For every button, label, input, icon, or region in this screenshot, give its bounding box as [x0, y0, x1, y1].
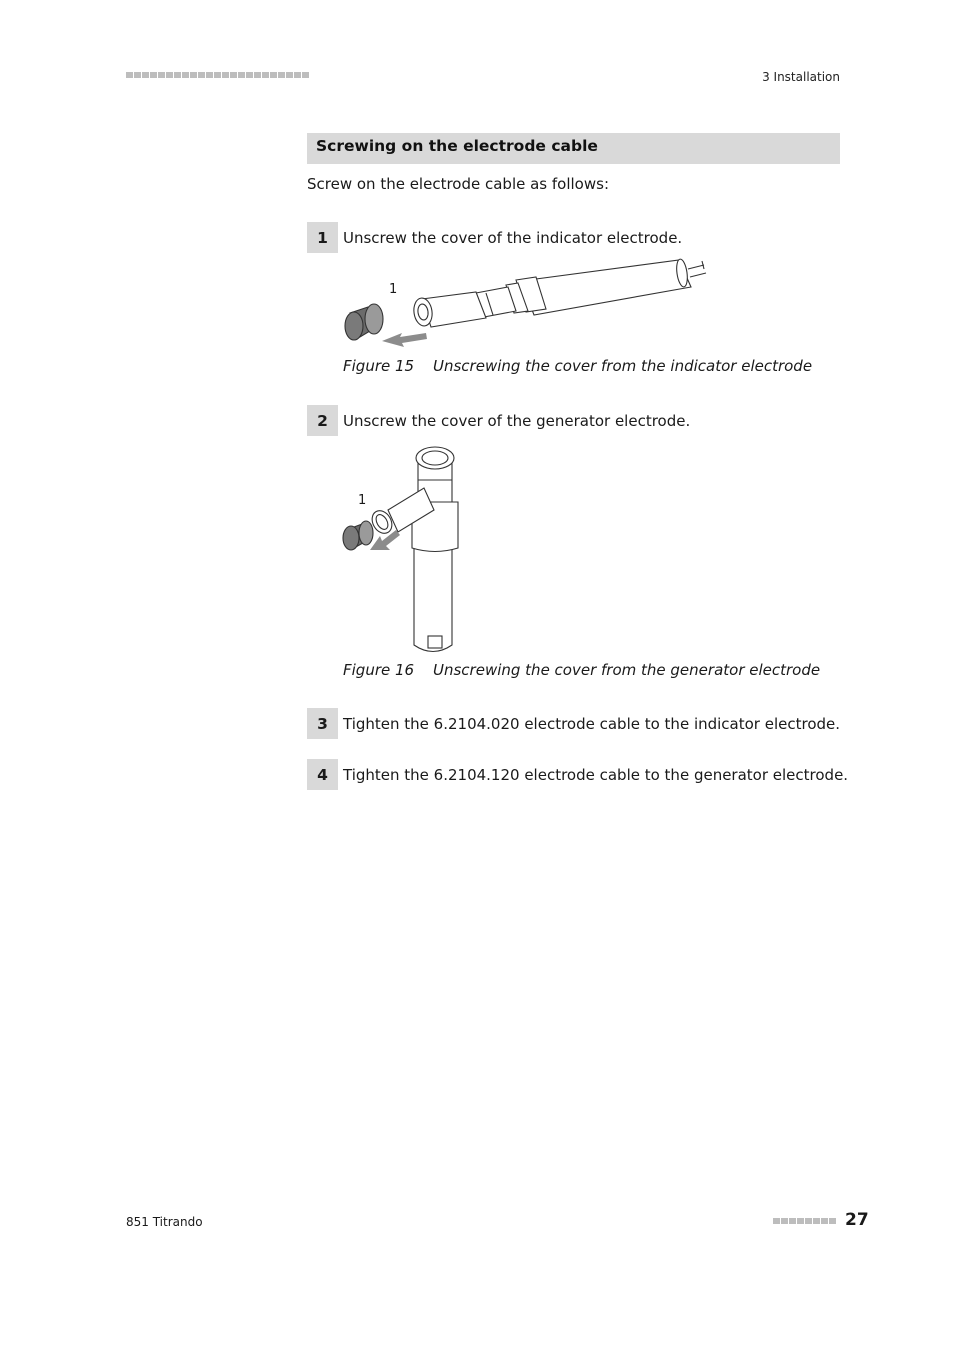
step-text: Tighten the 6.2104.120 electrode cable to the generator electrode.	[343, 765, 849, 784]
step-1	[307, 222, 682, 253]
step-3	[307, 708, 840, 739]
figure-caption	[343, 357, 812, 375]
step-2	[307, 405, 690, 436]
header-section-title: 3 Installation	[762, 70, 840, 84]
page-number: 27	[845, 1210, 869, 1230]
figure-caption	[343, 661, 820, 679]
figure-callout: 1	[358, 493, 367, 508]
figure-callout: 1	[389, 282, 398, 297]
step-number: 1	[307, 222, 338, 253]
intro-text: Screw on the electrode cable as follows:	[307, 175, 609, 193]
figure-label: Figure 15	[343, 357, 415, 375]
step-text: Unscrew the cover of the generator electrode.	[343, 411, 691, 430]
figure-caption-text: Unscrewing the cover from the indicator electrode	[433, 357, 813, 375]
header-decoration	[126, 72, 309, 78]
step-text: Tighten the 6.2104.020 electrode cable to the indicator electrode.	[343, 714, 841, 733]
indicator-electrode-illustration	[336, 255, 716, 355]
step-text: Unscrew the cover of the indicator electrode.	[343, 228, 683, 247]
footer-title: 851 Titrando	[126, 1215, 203, 1229]
step-number: 2	[307, 405, 338, 436]
generator-electrode-illustration	[336, 440, 466, 660]
figure-label: Figure 16	[343, 661, 415, 679]
section-heading: Screwing on the electrode cable	[307, 133, 840, 164]
figure-caption-text: Unscrewing the cover from the generator electrode	[433, 661, 821, 679]
step-number: 4	[307, 759, 338, 790]
footer-decoration	[773, 1218, 836, 1224]
step-4	[307, 759, 848, 790]
step-number: 3	[307, 708, 338, 739]
